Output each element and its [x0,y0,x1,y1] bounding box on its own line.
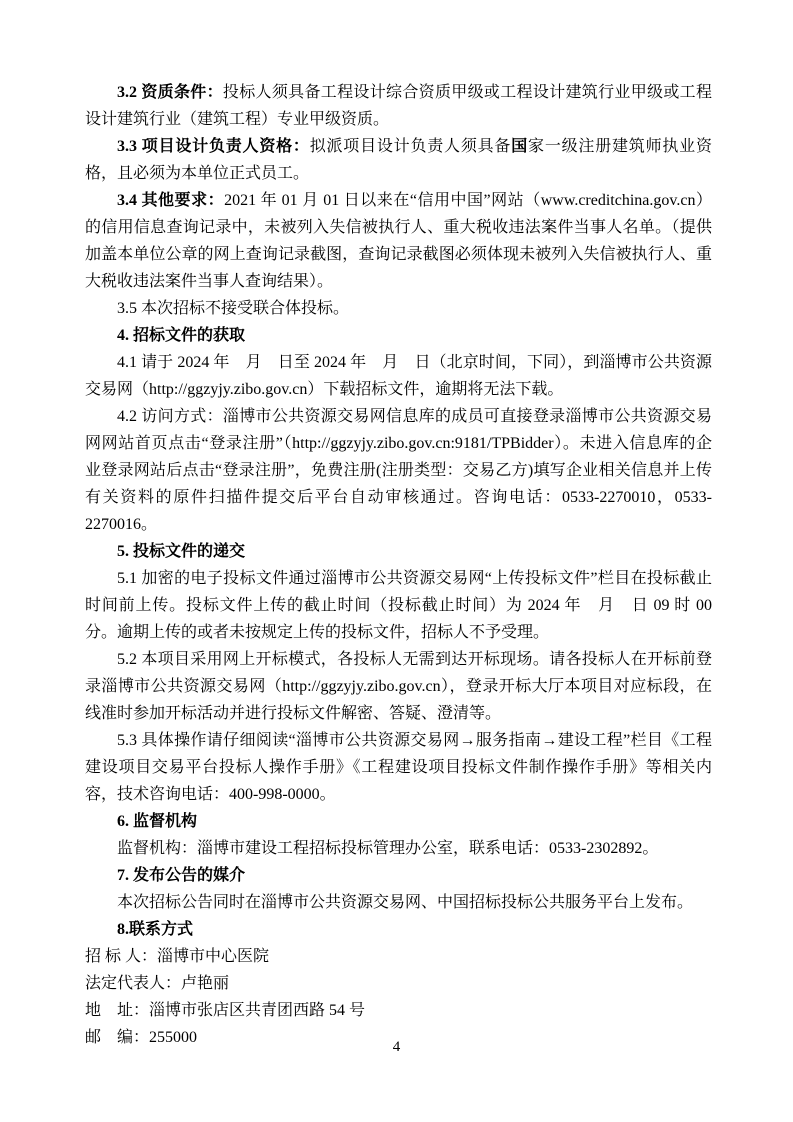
paragraph [85,889,712,916]
paragraph [85,79,712,133]
bold-text-run: 国 [511,138,529,155]
paragraph [85,727,712,808]
paragraph [85,835,712,862]
text-run: 3.5 本次招标不接受联合体投标。 [117,300,350,317]
contact-line [85,997,712,1024]
text-run: 投标人须具备工程设计综合资质甲级或工程设计建筑行业甲级或工程设计建筑行业（建筑工程）专业甲级资质。 [85,84,712,128]
text-run: 4.2 访问方式：淄博市公共资源交易网信息库的成员可直接登录淄博市公共资源交易网网站首页点击“登录注册”（http://ggzyjy.zibo.gov.cn:9181/TPBidder）。未进入信息库的企业登录网站后点击“登录注册”，免费注册(注册类型：交易乙方)填写企业相关信息并上传有关资料的原件扫描件提交后平台自动审核通过。咨询电话：0533-2270010，0533-2270016。 [85,408,712,533]
text-run: 本次招标公告同时在淄博市公共资源交易网、中国招标投标公共服务平台上发布。 [117,894,694,911]
bold-text-run: 3.2 资质条件： [117,84,223,101]
section-heading [85,808,712,835]
text-run: 5.1 加密的电子投标文件通过淄博市公共资源交易网“上传投标文件”栏目在投标截止时间前上传。投标文件上传的截止时间（投标截止时间）为 2024 年 月 日 09 时 00 分。逾期上传的或者未按规定上传的投标文件，招标人不予受理。 [85,570,712,641]
text-run: 邮 编：255000 [85,1029,198,1046]
bold-text-run: 5. 投标文件的递交 [117,543,246,560]
contact-line [85,943,712,970]
bold-text-run: 4. 招标文件的获取 [117,327,246,344]
text-run: 法定代表人：卢艳丽 [85,975,230,992]
text-run: 地 址：淄博市张店区共青团西路 54 号 [85,1002,366,1019]
paragraph [85,133,712,187]
paragraph [85,349,712,403]
bold-text-run: 3.4 其他要求： [117,192,225,209]
text-run: 招 标 人：淄博市中心医院 [85,948,270,965]
text-run: 2021 年 01 月 01 日以来在“信用中国”网站（www.creditchina.gov.cn）的信用信息查询记录中，未被列入失信被执行人、重大税收违法案件当事人名单。（提供加盖本单位公章的网上查询记录截图，查询记录截图必须体现未被列入失信被执行人、重大税收违法案件当事人查询结果）。 [85,192,712,290]
document-body [85,79,712,1051]
paragraph [85,646,712,727]
text-run: 拟派项目设计负责人须具备 [309,138,512,155]
section-heading [85,322,712,349]
text-run: 家一级注册建筑师执业资格，且必须为本单位正式员工。 [85,138,712,182]
bold-text-run: 3.3 项目设计负责人资格： [117,138,310,155]
section-heading [85,538,712,565]
text-run: 监督机构：淄博市建设工程招标投标管理办公室，联系电话：0533-2302892。 [117,840,659,857]
paragraph [85,403,712,538]
paragraph [85,565,712,646]
text-run: 5.2 本项目采用网上开标模式，各投标人无需到达开标现场。请各投标人在开标前登录淄博市公共资源交易网（http://ggzyjy.zibo.gov.cn），登录开标大厅本项目对应标段，在线准时参加开标活动并进行投标文件解密、答疑、澄清等。 [85,651,712,722]
text-run: 4.1 请于 2024 年 月 日至 2024 年 月 日（北京时间，下同），到淄博市公共资源交易网（http://ggzyjy.zibo.gov.cn）下载招标文件，逾期将无法下载。 [85,354,712,398]
section-heading [85,916,712,943]
page-number: 4 [392,1039,401,1055]
bold-text-run: 8.联系方式 [117,921,194,938]
text-run: 5.3 具体操作请仔细阅读“淄博市公共资源交易网→服务指南→建设工程”栏目《工程建设项目交易平台投标人操作手册》《工程建设项目投标文件制作操作手册》等相关内容，技术咨询电话：400-998-0000。 [85,732,712,803]
contact-line [85,970,712,997]
paragraph [85,295,712,322]
section-heading [85,862,712,889]
paragraph [85,187,712,295]
bold-text-run: 7. 发布公告的媒介 [117,867,246,884]
bold-text-run: 6. 监督机构 [117,813,198,830]
